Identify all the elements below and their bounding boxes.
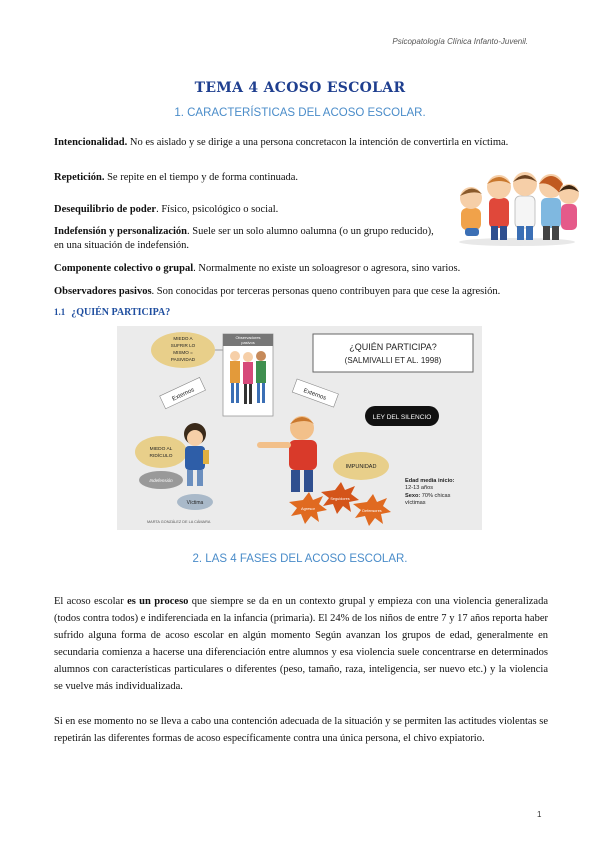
item-term: Repetición. <box>54 172 105 183</box>
sexo-value2: víctimas <box>405 500 426 506</box>
subsection-title: ¿QUIÉN PARTICIPA? <box>71 307 171 318</box>
item-intencionalidad <box>54 136 548 150</box>
item-term: Observadores pasivos <box>54 286 152 297</box>
ley-silencio-label: LEY DEL SILENCIO <box>372 414 432 421</box>
item-text: No es aislado y se dirige a una persona concretacon la intención de convertirla en víctima. <box>127 137 509 148</box>
bubble-ridiculo-line: MIEDO AL <box>149 447 173 452</box>
observadores-line: pasivos <box>241 340 255 345</box>
section-2-paragraph-2: Si en ese momento no se lleva a cabo una contención adecuada de la situación y se permiten las actitudes violentas se repetirán las diferentes formas de acoso específicamente contra una única persona, el chivo expiatorio. <box>54 716 548 744</box>
quien-participa-figure <box>117 326 482 530</box>
bubble-line: PASIVIDAD <box>170 357 196 362</box>
bubble-line: MISMO = <box>173 350 193 355</box>
p1-post: que siempre se da en un contexto grupal y empieza con una violencia generalizada (todos contra todos) e indiferenciada en la infancia (primaria). El 24% de los niños de entre 7 y 17 años reporta haber sufrido alguna forma de acoso escolar en algún momento Según avanzan los grupos de edad, generalmente en secundaria comienza a hacerse una diferenciación entre alumnos y esa violencia suele concentrarse en determinados alumnos con características particulares o diferentes (peso, tamaño, raza, inteligencia, ser nuevo etc.) y la violencia se vuelve más individualizada. <box>54 596 548 692</box>
item-indefension <box>54 225 446 252</box>
externos-right-label: Externos <box>302 388 327 402</box>
impunidad-label: IMPUNIDAD <box>345 464 377 470</box>
item-term: Componente colectivo o grupal <box>54 263 194 274</box>
victima-label: Víctima <box>186 500 204 506</box>
section-2-paragraph-1 <box>54 593 548 695</box>
subsection-heading <box>54 307 170 318</box>
p1-bold: es un proceso <box>127 596 189 607</box>
burst-label: Agresor <box>300 506 316 511</box>
sexo-line <box>405 493 451 499</box>
item-text: . Físico, psicológico o social. <box>156 204 279 215</box>
item-text: . Suele ser un solo alumno oalumna (o un grupo reducido), en una situación de indefensión. <box>54 226 434 251</box>
item-term: Indefensión y personalización <box>54 226 188 237</box>
item-term: Desequilibrio de poder <box>54 204 157 215</box>
burst-label: Seguidores <box>330 497 350 501</box>
indefension-label: Indefensión <box>149 478 173 483</box>
edad-value: 12-13 años <box>405 485 433 491</box>
burst-label: Defensores <box>362 509 382 513</box>
figure-title: ¿QUIÉN PARTICIPA? <box>349 342 437 352</box>
figure-subtitle: (SALMIVALLI ET AL. 1998) <box>344 356 442 365</box>
bubble-ridiculo-line: RIDÍCULO <box>149 454 173 459</box>
item-text: . Normalmente no existe un soloagresor o agresora, sino varios. <box>193 263 461 274</box>
p1-pre: El acoso escolar <box>54 596 128 607</box>
section-1-heading: 1. CARACTERÍSTICAS DEL ACOSO ESCOLAR. <box>174 107 426 119</box>
subsection-number: 1.1 <box>54 307 66 317</box>
running-header: Psicopatología Clínica Infanto-Juvenil. <box>392 37 528 46</box>
page-title: TEMA 4 ACOSO ESCOLAR <box>194 80 406 96</box>
bubble-line: SUFRIR LO <box>170 343 196 348</box>
item-text: . Son conocidas por terceras personas queno contribuyen para que cese la agresión. <box>151 286 501 297</box>
sexo-label: Sexo: <box>405 493 421 499</box>
bubble-line: MIEDO A <box>173 336 193 341</box>
figure-credit: MARTA GONZÁLEZ DE LA CÁMARA <box>147 520 211 524</box>
section-2-heading: 2. LAS 4 FASES DEL ACOSO ESCOLAR. <box>192 553 408 565</box>
sexo-value: 70% chicas <box>420 493 451 499</box>
item-observadores <box>54 285 548 299</box>
item-term: Intencionalidad. <box>54 137 128 148</box>
edad-label: Edad media inicio: <box>405 478 455 484</box>
page-number: 1 <box>537 810 542 819</box>
item-text: Se repite en el tiempo y de forma continuada. <box>104 172 299 183</box>
item-componente <box>54 262 548 276</box>
observadores-line: Observadores <box>235 335 261 340</box>
children-illustration <box>455 160 580 246</box>
externos-left-label: Externos <box>171 387 196 403</box>
